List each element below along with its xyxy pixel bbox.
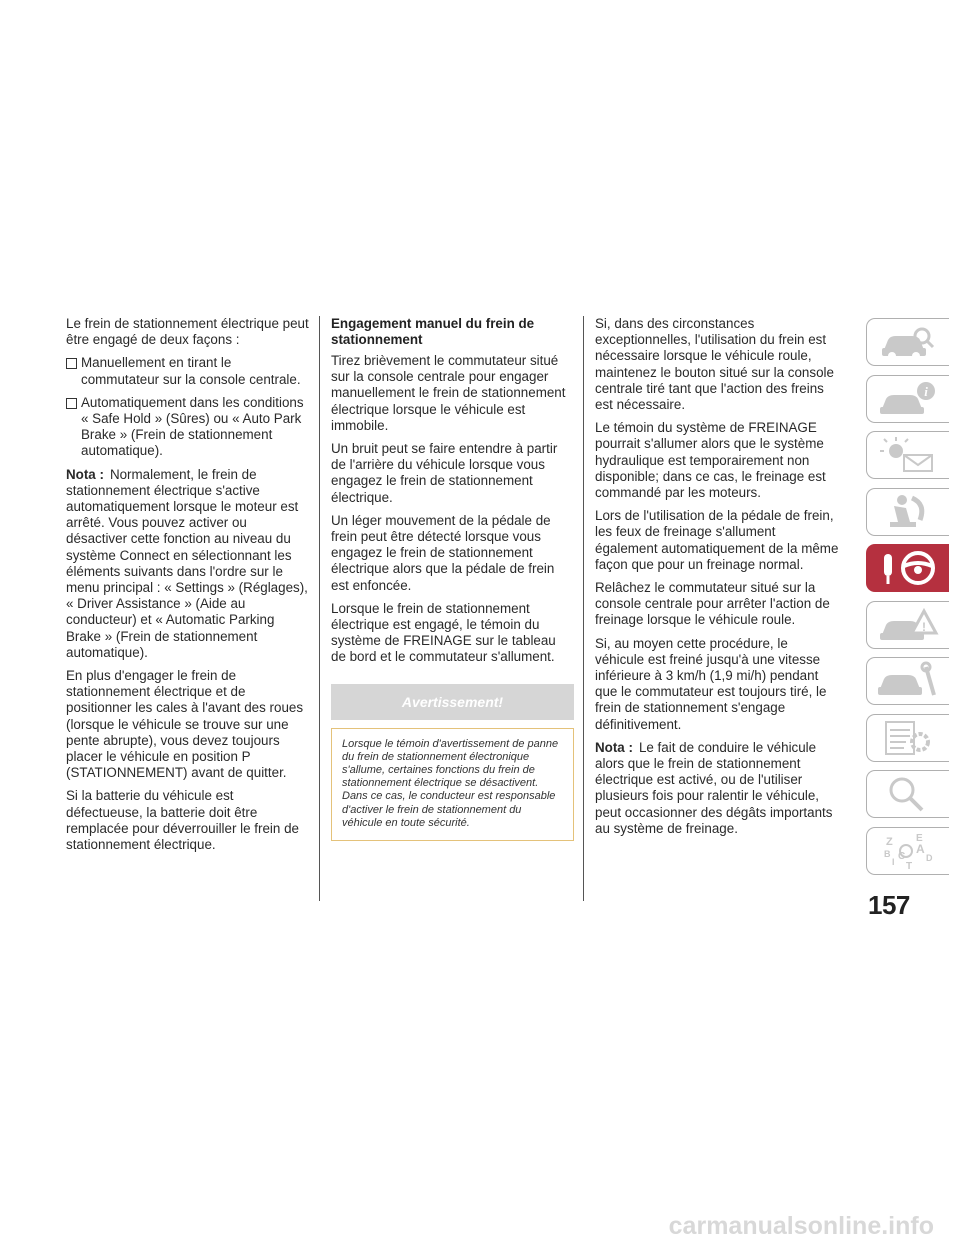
warning-text: Lorsque le témoin d'avertissement de panne du frein de stationnement électronique s'allume, certaines fonctions du frein de stationnement électrique se désactivent. Dans ce cas, le conducteur est responsable d'activer le frein de stationnement du véhicule en toute sécurité. — [342, 737, 559, 829]
checkbox-bullet-icon — [66, 358, 77, 369]
magnifier-icon — [876, 774, 940, 814]
paragraph: Un bruit peut se faire entendre à partir de l'arrière du véhicule lorsque vous engagez le frein de stationnement électrique. — [331, 441, 558, 505]
column-right — [595, 316, 840, 844]
watermark-text: carmanualsonline.info — [668, 1212, 934, 1240]
warning-lights-icon — [876, 435, 940, 475]
paragraph: Lorsque le frein de stationnement électrique est engagé, le témoin du système de FREINAGE sur le tableau de bord et le commutateur s'allument. — [331, 600, 556, 665]
note-text: Le fait de conduire le véhicule alors que le frein de stationnement électrique est activé, ou de l'utiliser plusieurs fois pour ralentir le véhicule, peut occasionner des dégâts importants au système de freinage. — [595, 739, 833, 836]
chapter-tabs — [866, 318, 950, 883]
note-paragraph — [66, 467, 310, 661]
checkbox-bullet-icon — [66, 398, 77, 409]
index-letter: I — [892, 856, 895, 867]
car-search-icon — [876, 322, 940, 362]
tab-in-case-of-emergency[interactable] — [866, 601, 949, 649]
warning-box — [331, 728, 574, 841]
tab-index[interactable] — [866, 827, 949, 875]
car-hazard-icon — [876, 605, 940, 645]
tab-warning-lights[interactable] — [866, 431, 949, 479]
note-text: Normalement, le frein de stationnement électrique s'active automatiquement lorsque le moteur est arrêté. Vous pouvez activer ou désactiver cette fonction au niveau du système Connect en sélectionnant les éléments suivants dans l'ordre sur le menu principal : « Settings » (Réglages), « Driver Assistance » (Aide au conducteur) et « Automatic Parking Brake » (Frein de stationnement automatique). — [66, 466, 308, 660]
index-letter: C — [898, 850, 906, 862]
column-divider — [319, 316, 320, 901]
car-info-icon — [876, 379, 940, 419]
svg-text:!: ! — [922, 619, 926, 634]
bullet-item-automatic — [66, 395, 310, 467]
note-label: Nota : — [595, 739, 633, 755]
tab-information[interactable] — [866, 375, 949, 423]
intro-paragraph: Le frein de stationnement électrique peut être engagé de deux façons : — [66, 316, 309, 348]
page-number: 157 — [868, 890, 910, 920]
paragraph: Si, au moyen cette procédure, le véhicule est freiné jusqu'à une vitesse inférieure à 3 km/h (1,9 mi/h) pendant que le commutateur est toujours tiré, le frein de stationnement s'engage définitivement. — [595, 635, 827, 732]
column-left — [66, 316, 310, 860]
bullet-item-manual — [66, 355, 310, 394]
car-wrench-icon — [876, 661, 940, 701]
paragraph: Lors de l'utilisation de la pédale de frein, les feux de freinage s'allument également automatiquement de la même façon que pour un freinage normal. — [595, 508, 839, 572]
bullet-text: Automatiquement dans les conditions « Safe Hold » (Sûres) ou « Auto Park Brake » (Frein de stationnement automatique). — [81, 394, 304, 459]
paragraph: Relâchez le commutateur situé sur la console centrale pour arrêter l'action de freinage lorsque le véhicule roule. — [595, 580, 830, 628]
paragraph: Le témoin du système de FREINAGE pourrait s'allumer alors que le système hydraulique est temporairement non disponible; dans ce cas, le freinage est commandé par les moteurs. — [595, 420, 826, 501]
alphabetical-index-icon — [876, 831, 940, 871]
paragraph: En plus d'engager le frein de stationnement électrique et de positionner les cales à l'avant des roues (lorsque le véhicule se trouve sur une pente abrupte), vous devez toujours placer le véhicule en position P (STATIONNEMENT) avant de quitter. — [66, 668, 304, 781]
column-middle — [331, 316, 574, 841]
index-letter: A — [916, 841, 925, 856]
paragraph: Tirez brièvement le commutateur situé sur la console centrale pour engager manuellement le frein de stationnement électrique lorsque le véhicule est immobile. — [331, 353, 566, 433]
tab-servicing-and-maintenance[interactable] — [866, 657, 949, 705]
tab-safety[interactable] — [866, 488, 949, 536]
svg-text:i: i — [924, 383, 928, 399]
note-label: Nota : — [66, 466, 104, 482]
warning-title: Avertissement! — [331, 684, 574, 720]
section-heading: Engagement manuel du frein de stationnement — [331, 316, 535, 347]
index-letter: B — [884, 848, 891, 859]
key-steering-wheel-icon — [876, 548, 940, 588]
specifications-gear-icon — [876, 718, 940, 758]
column-divider — [583, 316, 584, 901]
tab-technical-specifications[interactable] — [866, 714, 949, 762]
tab-search[interactable] — [866, 770, 949, 818]
tab-getting-to-know[interactable] — [866, 318, 949, 366]
paragraph: Si, dans des circonstances exceptionnelles, l'utilisation du frein est nécessaire lorsque le véhicule roule, maintenez le bouton situé sur la console centrale tiré tant que l'action des freins est nécessaire. — [595, 316, 834, 413]
index-letter: Z — [886, 835, 893, 848]
index-letter: E — [916, 832, 923, 844]
paragraph: Si la batterie du véhicule est défectueuse, la batterie doit être remplacée pour déverrouiller le frein de stationnement électrique. — [66, 788, 299, 853]
airbag-seat-icon — [876, 492, 940, 532]
index-letter: D — [926, 852, 933, 863]
index-letter: T — [906, 860, 913, 871]
note-paragraph — [595, 740, 840, 837]
tab-starting-and-operating[interactable] — [866, 544, 949, 592]
bullet-text: Manuellement en tirant le commutateur sur la console centrale. — [81, 355, 301, 387]
paragraph: Un léger mouvement de la pédale de frein peut être détecté lorsque vous engagez le frein de stationnement électrique alors que la pédale de frein est enfoncée. — [331, 512, 555, 593]
